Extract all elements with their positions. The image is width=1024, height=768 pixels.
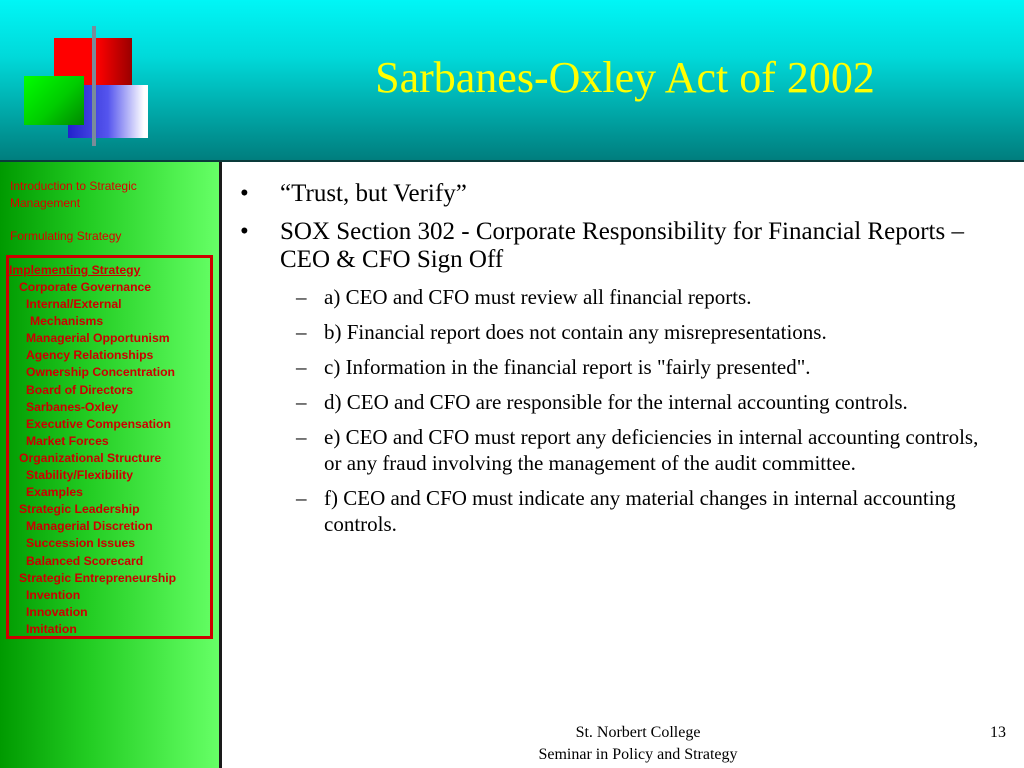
sidebar-subitem[interactable]: Organizational Structure — [19, 450, 162, 465]
sidebar-subitem[interactable]: Sarbanes-Oxley — [26, 399, 119, 414]
sidebar-subitem[interactable]: Succession Issues — [26, 536, 136, 551]
dash-marker: – — [296, 320, 307, 344]
sidebar-subitem[interactable]: Agency Relationships — [26, 348, 154, 363]
bullet-text: “Trust, but Verify” — [280, 180, 467, 207]
footer-course: Seminar in Policy and Strategy — [538, 746, 738, 763]
page-number: 13 — [990, 724, 1006, 741]
sidebar-subitem[interactable]: Managerial Discretion — [26, 519, 153, 534]
sub-point-text: b) Financial report does not contain any misrepresentations. — [324, 320, 827, 344]
sidebar-item-formulating[interactable]: Formulating Strategy — [10, 229, 122, 243]
dash-marker: – — [296, 355, 307, 379]
sidebar-subitem[interactable]: Examples — [26, 485, 83, 500]
sidebar-subitem[interactable]: Executive Compensation — [26, 416, 171, 431]
sidebar-subitem[interactable]: Board of Directors — [26, 382, 133, 397]
sub-point — [240, 319, 1000, 345]
sidebar-subitem[interactable]: Internal/External — [26, 297, 122, 312]
sidebar-subitem[interactable]: Corporate Governance — [19, 280, 152, 294]
sub-point — [240, 485, 1000, 537]
footer-institution: St. Norbert College — [575, 724, 701, 741]
bullet-point — [240, 218, 1000, 274]
sub-point — [240, 424, 1000, 476]
sub-point — [240, 284, 1000, 310]
slide-title: Sarbanes-Oxley Act of 2002 — [375, 53, 875, 102]
sidebar-subitem[interactable]: Strategic Entrepreneurship — [19, 570, 177, 585]
bullet-text: SOX Section 302 - Corporate Responsibility for Financial Reports – CEO & CFO Sign Off — [280, 218, 964, 273]
bullet-marker: • — [240, 180, 249, 207]
sidebar-item-introduction[interactable]: Introduction to Strategic Management — [10, 179, 137, 210]
bullet-marker: • — [240, 218, 249, 245]
sidebar-subitem[interactable]: Invention — [26, 587, 81, 602]
slide-content — [240, 180, 1000, 546]
logo-green-square — [24, 76, 84, 125]
sidebar-subitem[interactable]: Balanced Scorecard — [26, 553, 144, 568]
dash-marker: – — [296, 425, 307, 449]
sidebar-subitem[interactable]: Stability/Flexibility — [26, 468, 134, 483]
sub-point-text: e) CEO and CFO must report any deficiencies in internal accounting controls, or any fraud involving the management of the audit committee. — [324, 425, 979, 475]
sidebar-subitem[interactable]: Innovation — [26, 604, 88, 619]
sidebar-subitem[interactable]: Mechanisms — [30, 314, 104, 329]
sidebar-subitem[interactable]: Imitation — [26, 621, 77, 636]
logo-vertical-line — [92, 26, 96, 146]
sidebar-item-implementing[interactable]: Implementing Strategy — [9, 263, 141, 277]
dash-marker: – — [296, 486, 307, 510]
sidebar-subitem[interactable]: Managerial Opportunism — [26, 331, 170, 346]
sub-point-text: d) CEO and CFO are responsible for the internal accounting controls. — [324, 390, 908, 414]
slide-header — [0, 0, 1024, 162]
sidebar-subitem[interactable]: Strategic Leadership — [19, 502, 140, 517]
sidebar-subitems — [9, 279, 176, 638]
sub-point-text: a) CEO and CFO must review all financial reports. — [324, 285, 752, 309]
dash-marker: – — [296, 390, 307, 414]
sidebar-subitem[interactable]: Ownership Concentration — [26, 365, 175, 380]
dash-marker: – — [296, 285, 307, 309]
sub-point — [240, 354, 1000, 380]
sub-point-text: f) CEO and CFO must indicate any material changes in internal accounting controls. — [324, 486, 956, 536]
footer — [480, 722, 796, 766]
sub-point — [240, 389, 1000, 415]
sidebar-nav — [0, 162, 222, 768]
sidebar-subitem[interactable]: Market Forces — [26, 433, 109, 448]
sub-point-text: c) Information in the financial report is "fairly presented". — [324, 355, 811, 379]
bullet-point — [240, 180, 1000, 208]
